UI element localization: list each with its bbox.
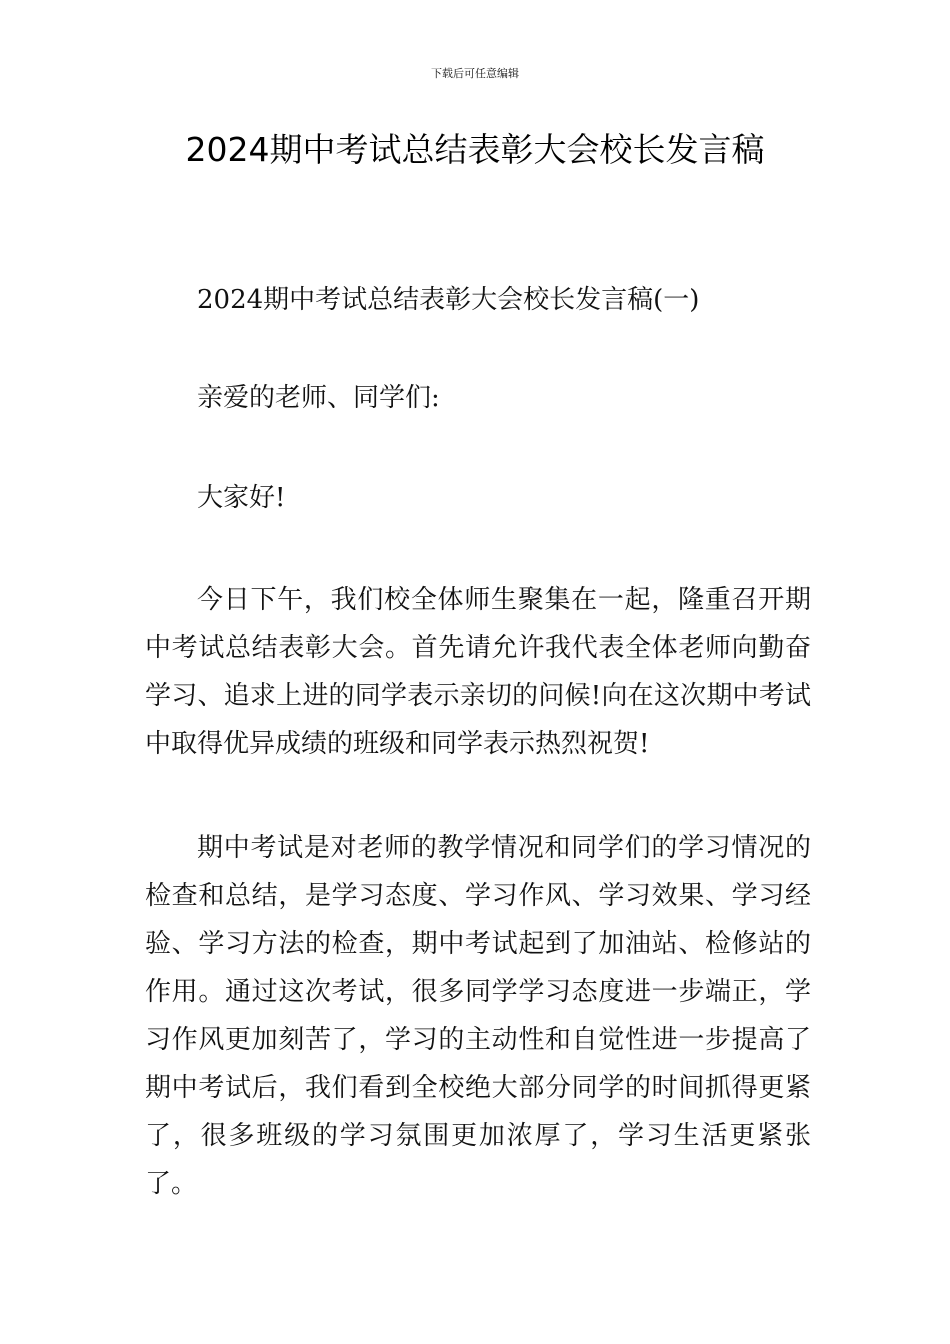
paragraph-1: 今日下午，我们校全体师生聚集在一起，隆重召开期中考试总结表彰大会。首先请允许我代表全体老师向勤奋学习、追求上进的同学表示亲切的问候!向在这次期中考试中取得优异成绩的班级和同学表示热烈祝贺! <box>145 585 811 759</box>
greeting: 大家好! <box>197 483 286 513</box>
salutation: 亲爱的老师、同学们: <box>197 383 440 413</box>
paragraph-2: 期中考试是对老师的教学情况和同学们的学习情况的检查和总结，是学习态度、学习作风、学习效果、学习经验、学习方法的检查，期中考试起到了加油站、检修站的作用。通过这次考试，很多同学学习态度进一步端正，学习作风更加刻苦了，学习的主动性和自觉性进一步提高了期中考试后，我们看到全校绝大部分同学的时间抓得更紧了，很多班级的学习氛围更加浓厚了，学习生活更紧张了。 <box>145 833 811 1199</box>
header-note: 下载后可任意编辑 <box>431 67 519 80</box>
section-subtitle: 2024期中考试总结表彰大会校长发言稿(一) <box>197 285 700 315</box>
document-title: 2024期中考试总结表彰大会校长发言稿 <box>185 130 765 169</box>
